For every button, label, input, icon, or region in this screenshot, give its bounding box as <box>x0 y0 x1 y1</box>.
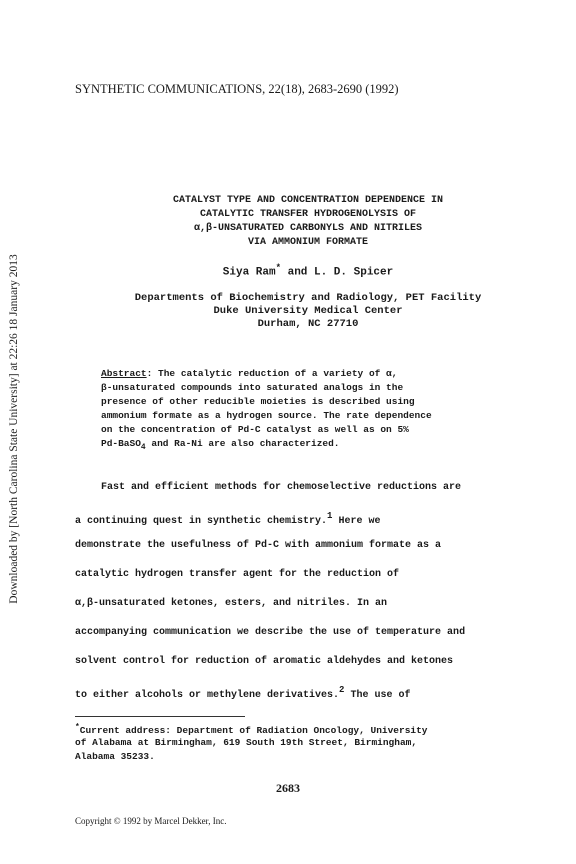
abstract-line <box>101 368 397 379</box>
body-text-span: a continuing quest in synthetic chemistry. <box>75 516 328 527</box>
title-line: α,β-UNSATURATED CARBONYLS AND NITRILES <box>193 223 423 234</box>
body-text-span: to either alcohols or methylene derivatives. <box>75 690 340 701</box>
abstract-text: Pd-BaSO <box>101 438 141 449</box>
body-line: catalytic hydrogen transfer agent for the reduction of <box>75 569 400 580</box>
abstract-line: on the concentration of Pd-C catalyst as well as on 5% <box>101 424 409 435</box>
body-line <box>75 685 410 701</box>
body-line: demonstrate the usefulness of Pd-C with ammonium formate as a <box>75 540 442 551</box>
body-line: accompanying communication we describe the use of temperature and <box>75 627 466 638</box>
journal-header: SYNTHETIC COMMUNICATIONS, 22(18), 2683-2690 (1992) <box>75 82 399 96</box>
title-line: CATALYST TYPE AND CONCENTRATION DEPENDENCE IN <box>172 195 444 206</box>
footnote-text: Current address: Department of Radiation Oncology, University <box>79 725 428 737</box>
abstract-line: ammonium formate as a hydrogen source. The rate dependence <box>101 410 432 421</box>
author-name: Siya Ram <box>222 266 276 279</box>
title-line: CATALYTIC TRANSFER HYDROGENOLYSIS OF <box>199 209 417 220</box>
abstract-label: Abstract <box>101 368 147 379</box>
body-line <box>75 511 380 527</box>
body-line: solvent control for reduction of aromatic aldehydes and ketones <box>75 656 454 667</box>
abstract-line: presence of other reducible moieties is described using <box>101 396 415 407</box>
abstract-line <box>101 438 340 452</box>
body-line: α,β-unsaturated ketones, esters, and nitriles. In an <box>75 598 388 609</box>
author-name: and L. D. Spicer <box>281 266 394 279</box>
corresponding-author-mark: * <box>275 263 281 273</box>
footnote-divider <box>75 716 245 717</box>
page-number: 2683 <box>276 781 300 795</box>
subscript: 4 <box>140 442 146 452</box>
affiliation-line: Duke University Medical Center <box>213 305 403 317</box>
footnote-mark: * <box>75 723 80 732</box>
footnote-line: of Alabama at Birmingham, 619 South 19th Street, Birmingham, <box>75 737 418 748</box>
download-watermark <box>8 80 20 604</box>
body-text-span: The use of <box>344 690 411 701</box>
reference-marker: 1 <box>327 511 333 521</box>
footnote-line: Alabama 35233. <box>75 751 155 762</box>
abstract-line: β-unsaturated compounds into saturated analogs in the <box>101 382 404 393</box>
copyright-notice: Copyright © 1992 by Marcel Dekker, Inc. <box>75 816 227 826</box>
reference-marker: 2 <box>339 685 345 695</box>
author-list <box>20 263 576 279</box>
affiliation-line: Durham, NC 27710 <box>257 318 359 330</box>
affiliation-line: Departments of Biochemistry and Radiology, PET Facility <box>134 292 482 304</box>
abstract-text: : The catalytic reduction of a variety of α, <box>146 368 398 379</box>
abstract-text: and Ra-Ni are also characterized. <box>145 438 340 449</box>
download-note: Downloaded by [North Carolina State University] at 22:26 18 January 2013 <box>8 254 20 604</box>
body-line: Fast and efficient methods for chemoselective reductions are <box>101 482 462 493</box>
body-text-span: Here we <box>332 516 381 527</box>
title-line: VIA AMMONIUM FORMATE <box>247 237 369 248</box>
footnote-line <box>75 723 428 736</box>
